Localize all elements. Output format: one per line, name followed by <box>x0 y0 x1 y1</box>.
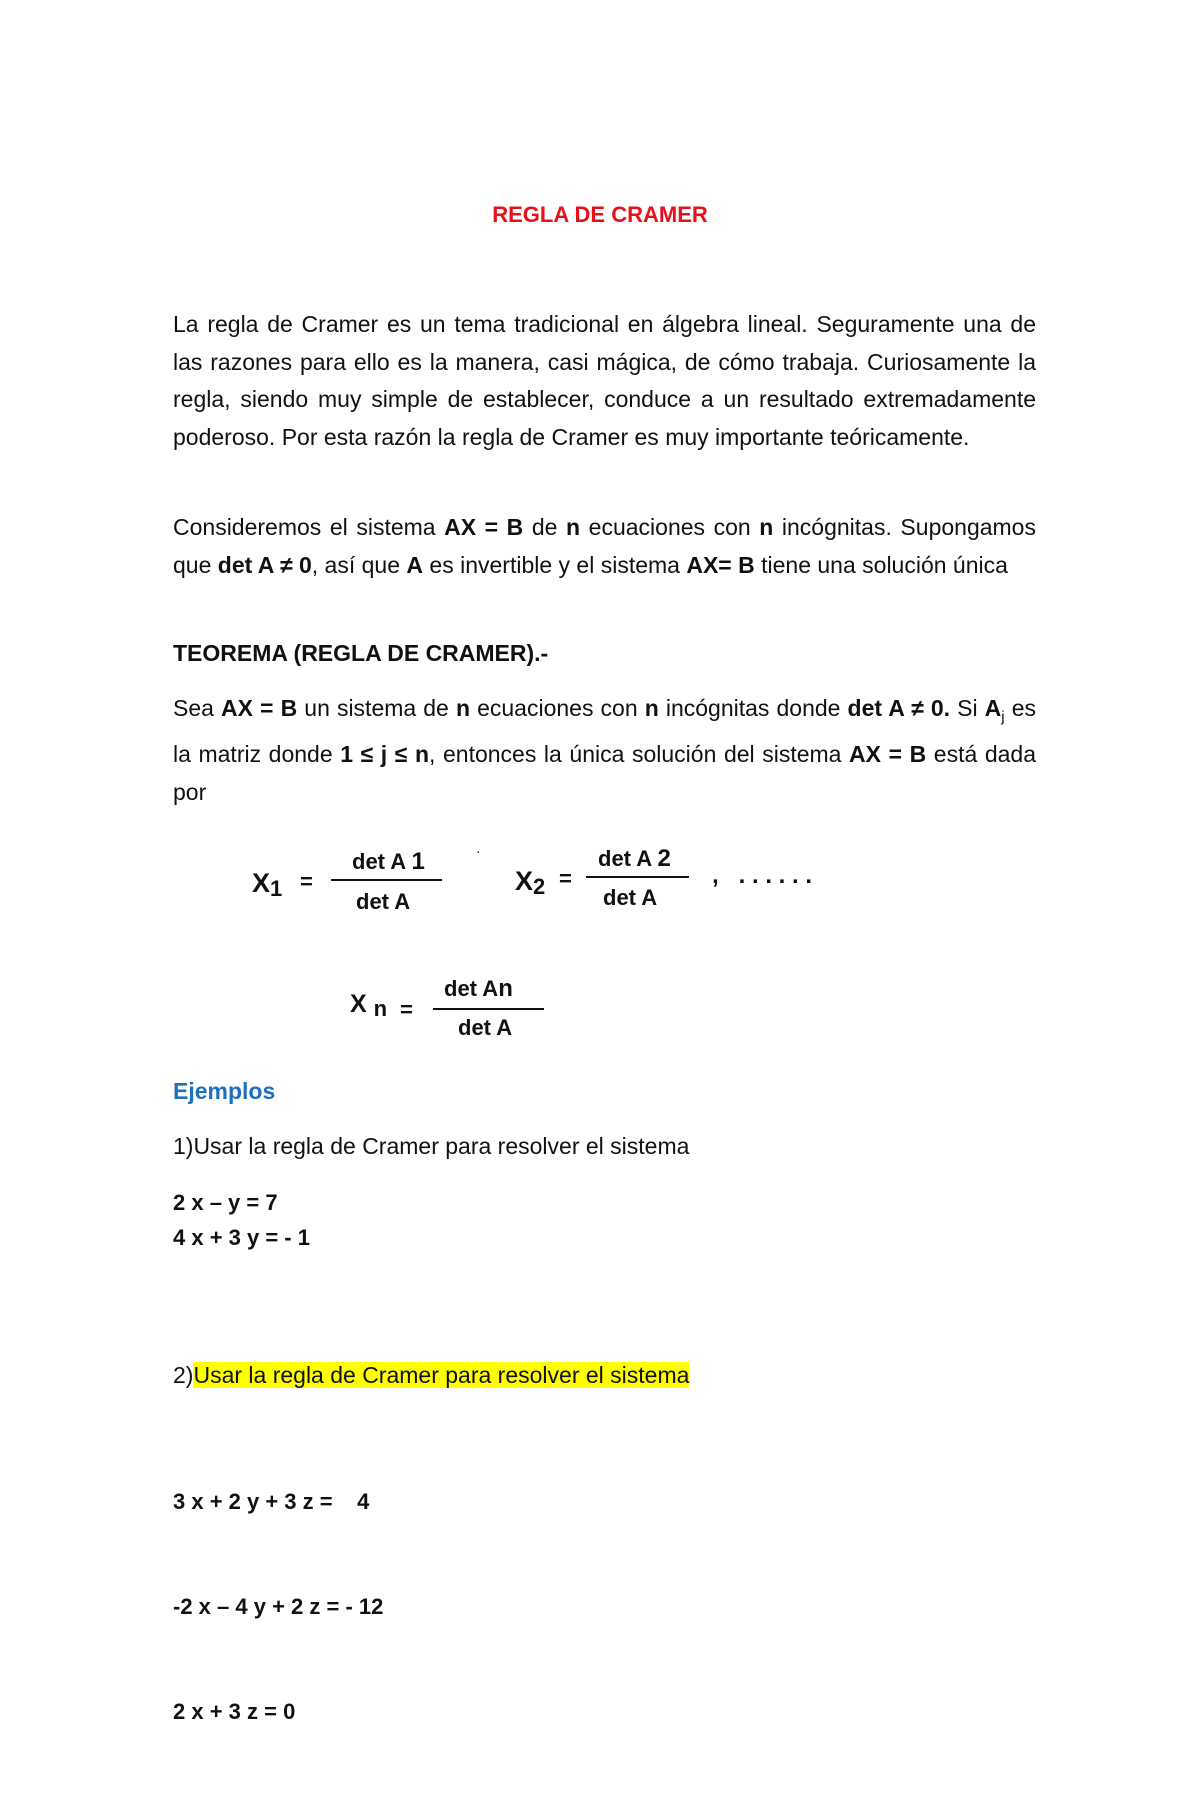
x2-numerator: det A 2 <box>598 845 671 872</box>
equation-line: 2 x + 3 z = 0 <box>173 1699 296 1724</box>
x1-fraction-bar <box>331 879 442 881</box>
example-1-label: 1)Usar la regla de Cramer para resolver el sistema <box>173 1133 690 1159</box>
xn-numerator: det An <box>444 975 513 1002</box>
x2-variable: X2 <box>515 866 546 899</box>
x1-denominator: det A <box>356 889 411 914</box>
examples-heading: Ejemplos <box>173 1078 276 1104</box>
x1-numerator: det A 1 <box>352 848 425 875</box>
xn-variable: X n <box>350 990 388 1021</box>
theorem-paragraph: Sea AX = B un sistema de n ecuaciones con n incógnitas donde det A ≠ 0. Si $A_j$ es la matriz donde 1 ≤ j ≤ n, entonces la única solución del sistema AX = B está dada por <box>173 695 1037 805</box>
equation-line: 4 x + 3 y = - 1 <box>173 1225 310 1250</box>
equation-line: 3 x + 2 y + 3 z = 4 <box>173 1489 370 1514</box>
x2-equals: = <box>559 866 572 891</box>
equation-line: 2 x – y = 7 <box>173 1190 278 1215</box>
equation-line: -2 x – 4 y + 2 z = - 12 <box>173 1594 384 1619</box>
highlighted-text: Usar la regla de Cramer para resolver el sistema <box>193 1362 690 1388</box>
intro-paragraph: La regla de Cramer es un tema tradicional en álgebra lineal. Seguramente una de las razones para ello es la manera, casi mágica, de cómo trabaja. Curiosamente la regla, siendo muy simple de establecer, conduce a un resultado extremadamente poderoso. Por esta razón la regla de Cramer es muy importante teóricamente. <box>173 311 1036 450</box>
x2-denominator: det A <box>603 885 658 910</box>
separator-dot: · <box>476 843 481 859</box>
document-title: REGLA DE CRAMER <box>492 202 708 227</box>
formula-ellipsis: , . . . . . . <box>712 862 813 889</box>
xn-denominator: det A <box>458 1015 513 1040</box>
theorem-heading: TEOREMA (REGLA DE CRAMER).- <box>173 640 549 666</box>
x1-variable: X1 <box>252 868 283 901</box>
example-2-label: 2)Usar la regla de Cramer para resolver el sistema <box>173 1362 690 1388</box>
example-1-system <box>173 1185 310 1255</box>
x1-equals: = <box>300 869 313 894</box>
example-2-system <box>173 1414 383 1799</box>
x2-fraction-bar <box>586 876 689 878</box>
consider-paragraph: Consideremos el sistema AX = B de n ecuaciones con n incógnitas. Supongamos que det A ≠ 0, así que A es invertible y el sistema AX= B tiene una solución única <box>173 514 1036 578</box>
xn-fraction-bar <box>433 1008 544 1010</box>
xn-equals: = <box>400 997 413 1022</box>
